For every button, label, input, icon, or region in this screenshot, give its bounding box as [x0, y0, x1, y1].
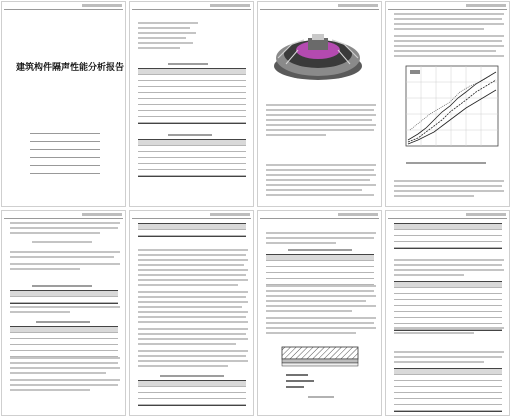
text-line [394, 180, 504, 182]
table-caption [32, 285, 92, 287]
text-line [266, 332, 356, 334]
table-row [138, 399, 246, 405]
header-text [82, 213, 122, 216]
page-header [260, 3, 379, 10]
text-line [266, 169, 374, 171]
page-header [388, 3, 507, 10]
text-line [138, 333, 246, 335]
text-line [10, 222, 120, 224]
text-line [266, 174, 376, 176]
text-line [394, 45, 504, 47]
data-table [266, 254, 374, 286]
text-line [266, 305, 376, 307]
data-table [394, 281, 502, 331]
header-text [210, 4, 250, 7]
page-header [260, 212, 379, 219]
text-line [10, 384, 118, 386]
wall-section-figure [268, 341, 372, 401]
text-line [394, 195, 474, 197]
table-caption [168, 63, 208, 65]
text-line [266, 310, 352, 312]
report-page-6 [129, 210, 254, 416]
text-line [10, 362, 118, 364]
data-table [10, 290, 118, 304]
text-line [394, 327, 504, 329]
data-table [138, 380, 246, 406]
text-line [266, 129, 374, 131]
text-line [138, 350, 248, 352]
header-text [338, 4, 378, 7]
text-line [10, 311, 70, 313]
page-header [4, 212, 123, 219]
text-line [394, 55, 504, 57]
table-row [10, 297, 118, 303]
page-header [388, 212, 507, 219]
text-line [138, 311, 248, 313]
report-page-8 [385, 210, 510, 416]
text-line [266, 134, 326, 136]
text-line [394, 356, 502, 358]
text-line [138, 355, 246, 357]
table-row [138, 170, 246, 176]
text-line [394, 264, 502, 266]
text-line [266, 242, 336, 244]
building-model-figure [268, 14, 368, 88]
text-line [138, 42, 193, 44]
text-line [266, 317, 376, 319]
text-line [10, 227, 118, 229]
text-line [138, 22, 198, 24]
cover-field-value [30, 149, 100, 150]
header-text [338, 213, 378, 216]
text-line [266, 164, 376, 166]
page-header [132, 212, 251, 219]
data-table [138, 223, 246, 237]
cover-field [12, 154, 100, 159]
sound-insulation-curve-figure [396, 62, 502, 158]
text-line [138, 269, 248, 271]
header-text [466, 213, 506, 216]
table-row [394, 242, 502, 248]
cover-field [12, 146, 100, 151]
text-line [266, 114, 376, 116]
report-page-7 [257, 210, 382, 416]
text-line [138, 32, 196, 34]
text-line [10, 306, 120, 308]
text-line [266, 109, 374, 111]
text-line [266, 194, 374, 196]
text-line [138, 360, 248, 362]
report-title: 建筑构件隔声性能分析报告 [16, 62, 125, 72]
header-text [466, 4, 506, 7]
text-line [10, 251, 120, 253]
data-table [138, 68, 246, 124]
table-caption [288, 249, 352, 251]
cover-field [12, 130, 100, 135]
text-line [394, 185, 502, 187]
cover-field [12, 138, 100, 143]
text-line [266, 290, 374, 292]
text-line [10, 367, 120, 369]
text-line [266, 232, 376, 234]
text-line [10, 268, 80, 270]
text-line [138, 301, 248, 303]
text-line [138, 47, 180, 49]
text-line [266, 184, 376, 186]
text-line [394, 269, 504, 271]
text-line [138, 296, 246, 298]
header-text [82, 4, 122, 7]
text-line [394, 274, 464, 276]
report-page-2 [129, 1, 254, 207]
figure-caption [406, 162, 486, 164]
text-line [266, 189, 362, 191]
header-text [210, 213, 250, 216]
text-line [394, 190, 504, 192]
table-caption [160, 375, 224, 377]
text-line [10, 379, 120, 381]
data-table [10, 326, 118, 358]
text-line [10, 372, 106, 374]
text-line [138, 284, 238, 286]
text-line [394, 361, 484, 363]
report-page-5 [1, 210, 126, 416]
text-line [10, 232, 100, 234]
text-line [266, 179, 370, 181]
text-line [32, 241, 92, 243]
text-line [138, 254, 246, 256]
text-line [138, 365, 228, 367]
text-line [266, 285, 376, 287]
text-line [266, 300, 366, 302]
text-line [266, 104, 376, 106]
cover-field [12, 162, 100, 167]
text-line [394, 13, 504, 15]
text-line [10, 256, 114, 258]
text-line [138, 328, 248, 330]
cover-field-value [30, 141, 100, 142]
text-line [266, 322, 374, 324]
text-line [266, 327, 376, 329]
report-page-cover [1, 1, 126, 207]
cover-field-value [30, 133, 100, 134]
text-line [394, 332, 474, 334]
text-line [138, 37, 186, 39]
cover-field [12, 170, 100, 175]
cover-field-value [30, 173, 100, 174]
text-line [138, 279, 248, 281]
report-page-3 [257, 1, 382, 207]
table-caption [36, 321, 90, 323]
page-header [4, 3, 123, 10]
text-line [10, 263, 120, 265]
cover-field-value [30, 165, 100, 166]
text-line [266, 124, 376, 126]
page-header [132, 3, 251, 10]
text-line [394, 18, 502, 20]
text-line [394, 259, 504, 261]
text-line [394, 351, 504, 353]
text-line [394, 40, 502, 42]
table-row [138, 117, 246, 123]
text-line [266, 119, 372, 121]
text-line [138, 274, 246, 276]
text-line [10, 389, 90, 391]
text-line [138, 27, 190, 29]
text-line [138, 249, 248, 251]
text-line [266, 237, 374, 239]
text-line [394, 50, 496, 52]
text-line [394, 28, 484, 30]
text-line [138, 259, 248, 261]
table-row [394, 405, 502, 411]
table-row [138, 230, 246, 236]
text-line [394, 23, 504, 25]
cover-field-value [30, 157, 100, 158]
text-line [138, 291, 248, 293]
text-line [138, 321, 248, 323]
text-line [266, 295, 376, 297]
text-line [138, 316, 246, 318]
text-line [138, 306, 242, 308]
data-table [138, 139, 246, 177]
text-line [138, 343, 236, 345]
text-line [138, 264, 244, 266]
text-line [10, 357, 120, 359]
table-caption [168, 134, 212, 136]
data-table [394, 368, 502, 412]
data-table [394, 223, 502, 249]
text-line [394, 35, 504, 37]
report-page-4 [385, 1, 510, 207]
text-line [138, 338, 248, 340]
